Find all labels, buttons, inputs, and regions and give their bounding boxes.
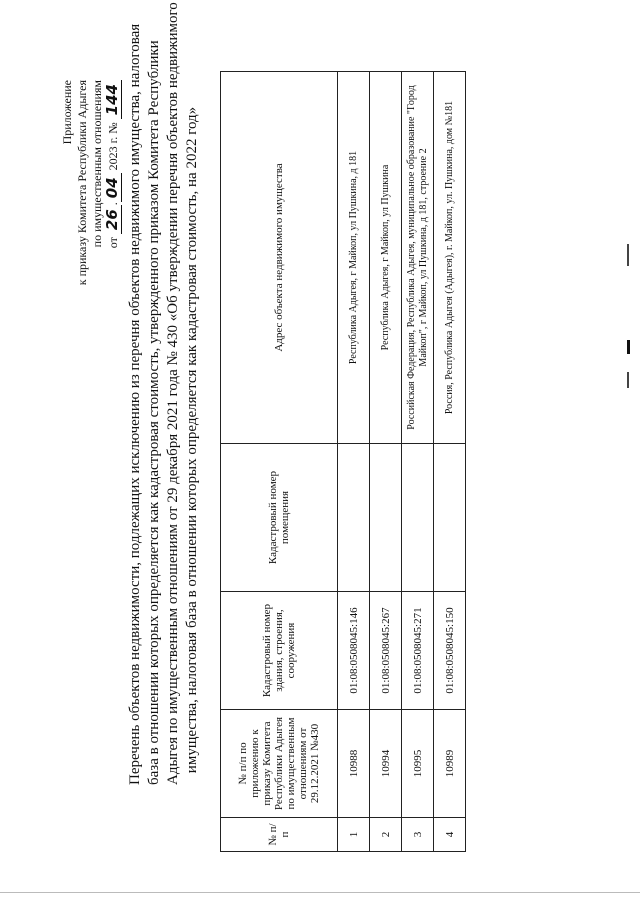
scan-artifact [627, 372, 629, 388]
document-title [126, 2, 202, 785]
header-num: № п/п [221, 818, 338, 852]
cell-building: 01:08:0508045:267 [370, 592, 402, 710]
title-line-4: имущества, налоговая база в отношении которых определяется как кадастровая стоимость, на 2022 год» [184, 106, 200, 774]
property-table [220, 71, 466, 852]
table-row [338, 72, 370, 852]
cell-ref: 10994 [370, 710, 402, 818]
cell-ref: 10989 [434, 710, 466, 818]
cell-ref: 10995 [402, 710, 434, 818]
title-line-3: Адыгея по имущественным отношениям от 29 декабря 2021 года № 430 «Об утверждении перечня объектов недвижимого [165, 2, 181, 785]
cell-room [338, 444, 370, 592]
scan-artifact [627, 244, 629, 266]
cell-address: Республика Адыгея, г Майкоп, ул Пушкина [370, 72, 402, 444]
cell-room [370, 444, 402, 592]
handwritten-day: 26 [103, 205, 122, 234]
table-row [402, 72, 434, 852]
title-line-1: Перечень объектов недвижимости, подлежащих исключению из перечня объектов недвижимого имущества, налоговая [127, 23, 143, 785]
cell-num: 3 [402, 818, 434, 852]
header-ref-num: № п/п по приложению к приказу Комитета Республики Адыгея по имущественным отношениям от 29.12.2021 №430 [221, 710, 338, 818]
handwritten-month: 04 [103, 173, 122, 202]
cell-building: 01:08:0508045:150 [434, 592, 466, 710]
cell-address: Россия, Республика Адыгея (Адыгея), г. Майкоп, ул. Пушкина, дом №181 [434, 72, 466, 444]
date-prefix: от [106, 237, 120, 249]
appendix-committee: по имущественным отношениям [90, 80, 104, 248]
cell-num: 2 [370, 818, 402, 852]
title-line-2: база в отношении которых определяется как кадастровая стоимость, утвержденного приказом Комитета Республики [146, 40, 162, 785]
appendix-date-line: от 26.04 2023 г. № 144 [105, 80, 121, 340]
date-year: 2023 г. № [106, 122, 120, 171]
table-row [370, 72, 402, 852]
header-room-cadastral: Кадастровый номер помещения [221, 444, 338, 592]
header-building-cadastral: Кадастровый номер здания, строения, сооружения [221, 592, 338, 710]
table-header-row [221, 72, 338, 852]
cell-address: Российская Федерация, Республика Адыгея, муниципальное образование "Город Майкоп", г Майкоп, ул Пушкина, д 181, строение 2 [402, 72, 434, 444]
header-address: Адрес объекта недвижимого имущества [221, 72, 338, 444]
cell-building: 01:08:0508045:146 [338, 592, 370, 710]
cell-num: 4 [434, 818, 466, 852]
cell-num: 1 [338, 818, 370, 852]
cell-building: 01:08:0508045:271 [402, 592, 434, 710]
scan-artifact [627, 340, 630, 354]
cell-room [434, 444, 466, 592]
table-row [434, 72, 466, 852]
appendix-title: Приложение [60, 80, 74, 145]
cell-ref: 10988 [338, 710, 370, 818]
cell-room [402, 444, 434, 592]
handwritten-order-number: 144 [103, 80, 122, 119]
cell-address: Республика Адыгея, г Майкоп, ул Пушкина, д 181 [338, 72, 370, 444]
appendix-order-ref: к приказу Комитета Республики Адыгея [75, 80, 89, 286]
appendix-header [60, 80, 121, 340]
scan-artifact [0, 892, 640, 893]
document-page [60, 2, 615, 880]
